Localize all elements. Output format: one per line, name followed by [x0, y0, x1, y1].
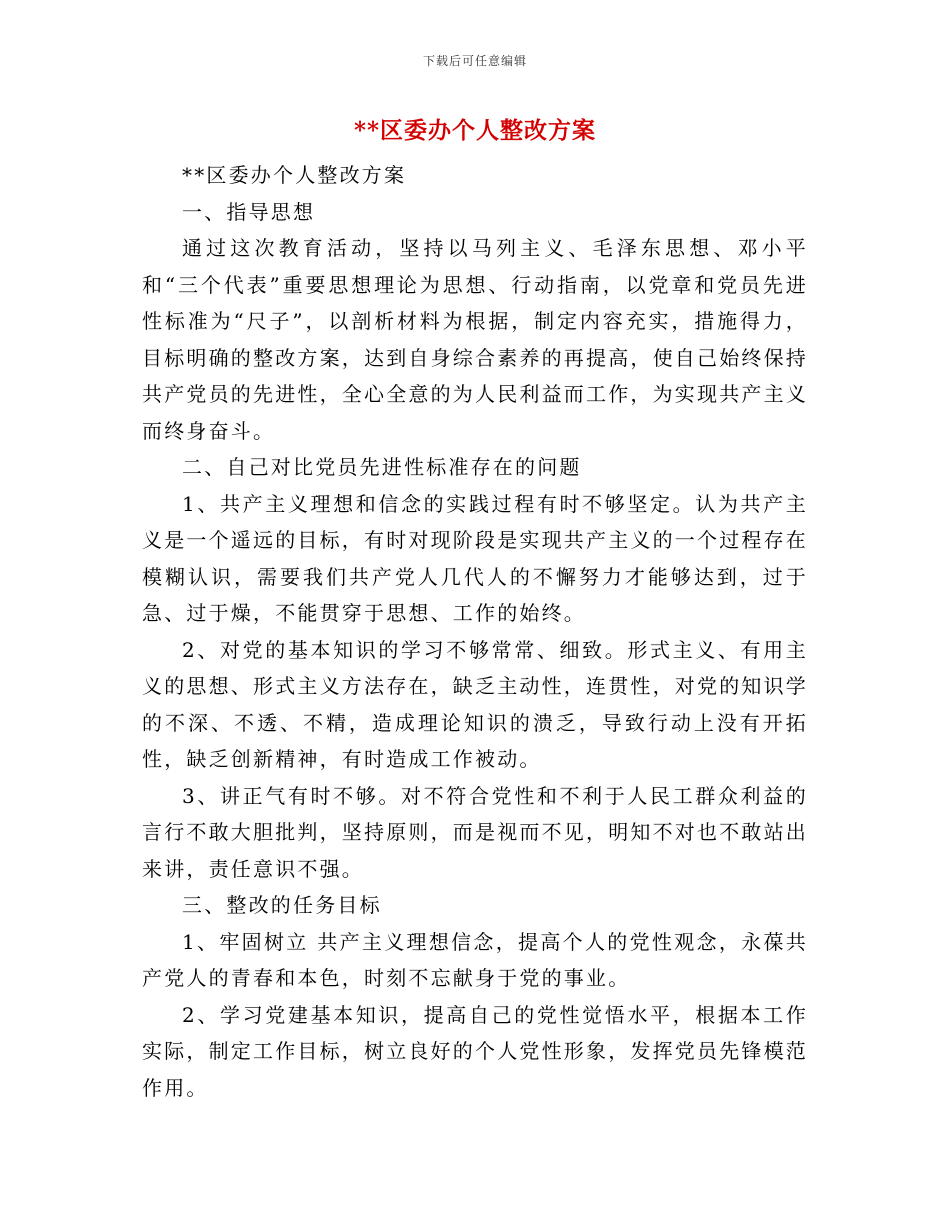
document-body: [142, 157, 808, 1106]
paragraph-problem-1: 1、共产主义理想和信念的实践过程有时不够坚定。认为共产主义是一个遥远的目标，有时对现阶段是实现共产主义的一个过程存在模糊认识，需要我们共产党人几代人的不懈努力才能够达到，过于急、过于燥，不能贯穿于思想、工作的始终。: [142, 491, 808, 625]
paragraph-problem-2: 2、对党的基本知识的学习不够常常、细致。形式主义、有用主义的思想、形式主义方法存在，缺乏主动性，连贯性，对党的知识学的不深、不透、不精，造成理论知识的溃乏，导致行动上没有开拓性，缺乏创新精神，有时造成工作被动。: [142, 637, 808, 771]
document-title: **区委办个人整改方案: [353, 117, 597, 144]
page-header-note: 下载后可任意编辑: [422, 54, 527, 68]
paragraph-guiding-ideology: 通过这次教育活动，坚持以马列主义、毛泽东思想、邓小平和“三个代表”重要思想理论为思想、行动指南，以党章和党员先进性标准为“尺子”，以剖析材料为根据，制定内容充实，措施得力，目标明确的整改方案，达到自身综合素养的再提高，使自己始终保持共产党员的先进性，全心全意的为人民利益而工作，为实现共产主义而终身奋斗。: [142, 236, 808, 443]
paragraph-subtitle: **区委办个人整改方案: [182, 163, 407, 187]
paragraph-target-2: 2、学习党建基本知识，提高自己的党性觉悟水平，根据本工作实际，制定工作目标，树立良好的个人党性形象，发挥党员先锋模范作用。: [142, 1002, 808, 1100]
section-heading-targets: 三、整改的任务目标: [182, 893, 382, 917]
section-heading-problems: 二、自己对比党员先进性标准存在的问题: [182, 455, 582, 479]
paragraph-target-1: 1、牢固树立 共产主义理想信念，提高个人的党性观念，永葆共产党人的青春和本色，时刻不忘献身于党的事业。: [142, 929, 808, 990]
paragraph-problem-3: 3、讲正气有时不够。对不符合党性和不利于人民工群众利益的言行不敢大胆批判，坚持原则，而是视而不见，明知不对也不敢站出来讲，责任意识不强。: [142, 783, 808, 881]
section-heading-guiding-ideology: 一、指导思想: [182, 199, 316, 224]
